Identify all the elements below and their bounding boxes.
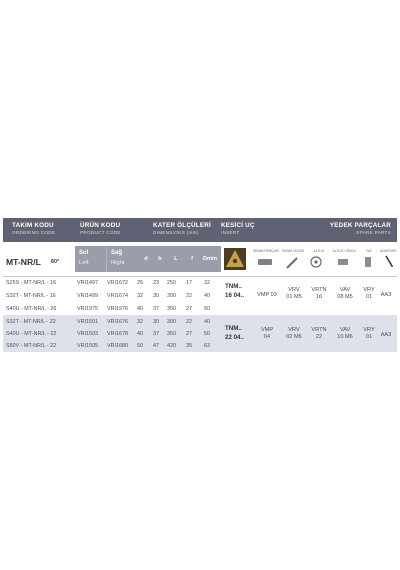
header-product-code: ÜRÜN KODU PRODUCT CODE <box>80 222 121 235</box>
label-spring: YAY <box>365 249 373 253</box>
hex-key-icon <box>384 254 394 268</box>
part-shim-1: VRTN 16 <box>311 287 327 300</box>
colhead-left: Sol Left <box>75 246 106 272</box>
label-shim: ALTLIK <box>313 249 325 253</box>
label-clamp: SIKMA PARÇASI <box>253 249 279 253</box>
shim-screw-icon <box>336 255 350 269</box>
colhead-dimensions: d h L f Dmin <box>136 246 221 272</box>
tool-catalog-table: TAKIM KODU ORDERING CODE ÜRÜN KODU PRODUCT CODE KATER ÖLÇÜLERİ DIMENSIONS (mm) KESİCİ UÇ INSERT YEDEK PARÇALAR SPARE PARTS MT-NR/L 60° Sol Left Sağ Right d h L f Dmin SIKMA PARÇASI SIKMA VİDASI ALTLIK ALTLIK VİDASI YAY ANAHTAR S25S - MT-NR/L - 16 VRI1497 VRI1672 25 23 250 17 32 S32T - MT-NR/L - 16 VRI1499 VRI1674 32 30 300 22 40 S40U - MT-NR/L - 26 VRI1975 VRI1976 40 37 350 27 50 S32T - MT-NR/L - 22 VRI1501 VRI1676 32 30 300 22 40 S40U - MT-NR/L - 22 VRI1503 VRI1678 40 37 350 27 50 S50V - MT-NR/L - 22 VRI1505 VRI1680 50 47 420 35 63 TNM.. 16 04.. VMP 03 VRV 01 M5 VRTN 16 VAV 08 M5 VRY 01 AA3 TNM.. 22 04.. VMP 04 VRV 02 M6 VRTN 22 VAV 10 M6 VRY 01 AA3 <box>3 218 397 355</box>
label-clamp-screw: SIKMA VİDASI <box>281 249 305 253</box>
label-key: ANAHTAR <box>380 249 396 253</box>
part-shim-screw-2: VAV 10 M6 <box>337 327 353 340</box>
table-header-band <box>3 218 397 242</box>
part-spring-1: VRY 01 <box>363 287 375 300</box>
insert-group-1: TNM.. 16 04.. <box>225 283 244 299</box>
part-shim-2: VRTN 22 <box>311 327 327 340</box>
part-clamp-screw-1: VRV 01 M5 <box>286 287 302 300</box>
screw-icon <box>285 256 299 270</box>
insert-group-2: TNM.. 22 04.. <box>225 325 244 341</box>
header-insert: KESİCİ UÇ INSERT <box>221 222 255 235</box>
part-clamp-screw-2: VRV 02 M6 <box>286 327 302 340</box>
part-key-2: AA3 <box>380 332 392 338</box>
header-dimensions: KATER ÖLÇÜLERİ DIMENSIONS (mm) <box>153 222 211 235</box>
triangle-insert-icon <box>224 248 246 270</box>
label-shim-screw: ALTLIK VİDASI <box>332 249 356 253</box>
part-key-1: AA3 <box>380 292 392 298</box>
series-angle: 60° <box>51 259 60 265</box>
part-spring-2: VRY 01 <box>363 327 375 340</box>
header-spare-parts: YEDEK PARÇALAR SPARE PARTS <box>329 222 391 235</box>
clamp-icon <box>257 257 273 267</box>
part-clamp-1: VMP 03 <box>257 292 277 298</box>
shim-icon <box>310 256 322 268</box>
header-ordering-code: TAKIM KODU ORDERING CODE <box>12 222 56 235</box>
series-title: MT-NR/L <box>6 257 41 267</box>
row-separator <box>3 276 397 277</box>
part-clamp-2: VMP 04 <box>260 327 274 340</box>
part-shim-screw-1: VAV 08 M5 <box>337 287 353 300</box>
spring-icon <box>362 255 374 269</box>
colhead-right: Sağ Right <box>106 246 137 272</box>
